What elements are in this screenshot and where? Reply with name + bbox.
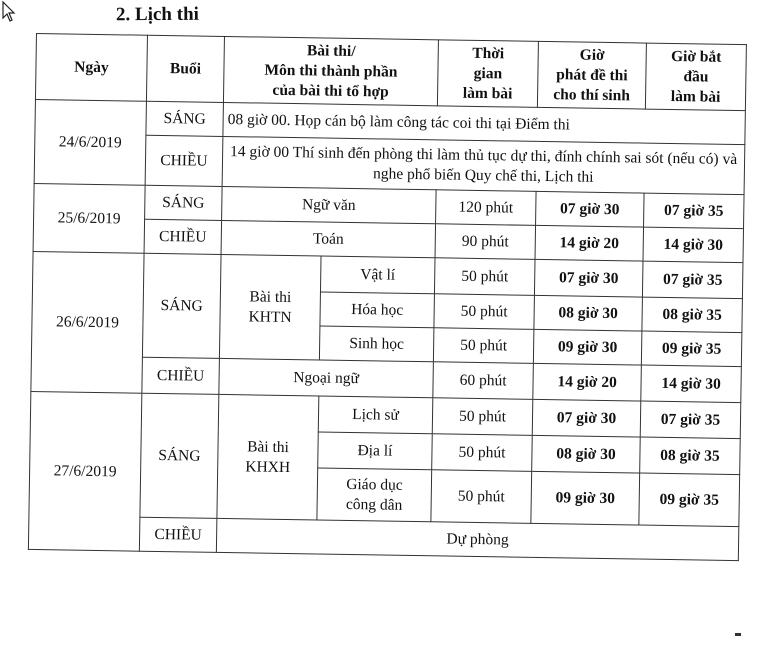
subject-cell: Hóa học [320,292,435,328]
session-cell: SÁNG [140,393,219,518]
session-cell: CHIỀU [145,135,223,186]
paper-time-cell: 09 giờ 30 [533,329,642,365]
date-cell: 25/6/2019 [33,183,145,253]
start-time-cell: 09 giờ 35 [641,331,742,367]
note-cell: 14 giờ 00 Thí sinh đến phòng thi làm thủ tục dự thi, đính chính sai sót (nếu có) và nghe phổ biến Quy chế thi, Lịch thi [222,136,745,194]
subject-cell: Toán [221,220,436,257]
paper-time-cell: 07 giờ 30 [536,191,645,227]
exam-schedule-table [28,33,747,561]
header-paper-time: Giờ phát đề thi cho thí sinh [537,41,646,109]
header-row [35,34,746,111]
duration-cell: 60 phút [433,362,534,400]
section-heading: 2. Lịch thi [115,3,199,26]
subject-cell: Giáo dục công dân [317,468,432,522]
paper-time-cell: 08 giờ 30 [534,295,643,331]
start-time-cell: 07 giờ 35 [642,261,743,299]
paper-time-cell: 08 giờ 30 [532,435,641,473]
duration-cell: 50 phút [431,470,532,524]
paper-time-cell: 07 giờ 30 [532,399,641,437]
date-cell: 26/6/2019 [31,251,144,393]
note-cell: Dự phòng [216,518,738,560]
duration-cell: 120 phút [436,190,537,226]
duration-cell: 90 phút [435,224,536,260]
subject-cell: Vật lí [320,256,435,294]
subject-cell: Sinh học [319,326,434,362]
session-cell: CHIỀU [139,517,217,552]
header-start-time: Giờ bắt đầu làm bài [645,43,746,111]
duration-cell: 50 phút [432,434,533,472]
session-cell: CHIỀU [142,357,220,394]
subject-cell: Ngữ văn [222,186,437,223]
start-time-cell: 08 giờ 35 [642,297,743,333]
subject-cell: Lịch sử [318,396,433,434]
start-time-cell: 08 giờ 35 [640,437,741,475]
paper-time-cell: 14 giờ 20 [533,363,642,401]
duration-cell: 50 phút [432,398,533,436]
session-cell: SÁNG [146,101,224,136]
note-cell: 08 giờ 00. Họp cán bộ làm công tác coi thi tại Điểm thi [223,102,745,144]
start-time-cell: 07 giờ 35 [640,401,741,439]
mouse-pointer-icon [2,1,18,23]
start-time-cell: 07 giờ 35 [644,193,745,229]
start-time-cell: 09 giờ 35 [639,473,740,527]
paper-time-cell: 14 giờ 20 [535,225,644,261]
header-duration: Thời gian làm bài [437,40,538,108]
header-date: Ngày [35,34,147,102]
subject-cell: Ngoại ngữ [219,358,434,397]
header-subject: Bài thi/ Môn thi thành phần của bài thi tổ hợp [223,36,438,105]
exam-schedule [28,33,746,561]
scan-mark [735,633,741,636]
session-cell: SÁNG [142,253,221,358]
subject-cell: Địa lí [318,432,433,470]
date-cell: 24/6/2019 [34,99,146,185]
group-cell: Bài thi KHXH [217,394,319,520]
paper-time-cell: 07 giờ 30 [534,259,643,297]
group-cell: Bài thi KHTN [219,254,321,360]
start-time-cell: 14 giờ 30 [641,365,742,403]
duration-cell: 50 phút [433,328,534,364]
session-cell: CHIỀU [144,219,222,254]
paper-time-cell: 09 giờ 30 [531,471,640,525]
start-time-cell: 14 giờ 30 [643,227,744,263]
date-cell: 27/6/2019 [28,391,141,551]
header-session: Buổi [146,35,224,102]
duration-cell: 50 phút [434,258,535,296]
session-cell: SÁNG [145,185,223,220]
duration-cell: 50 phút [434,294,535,330]
